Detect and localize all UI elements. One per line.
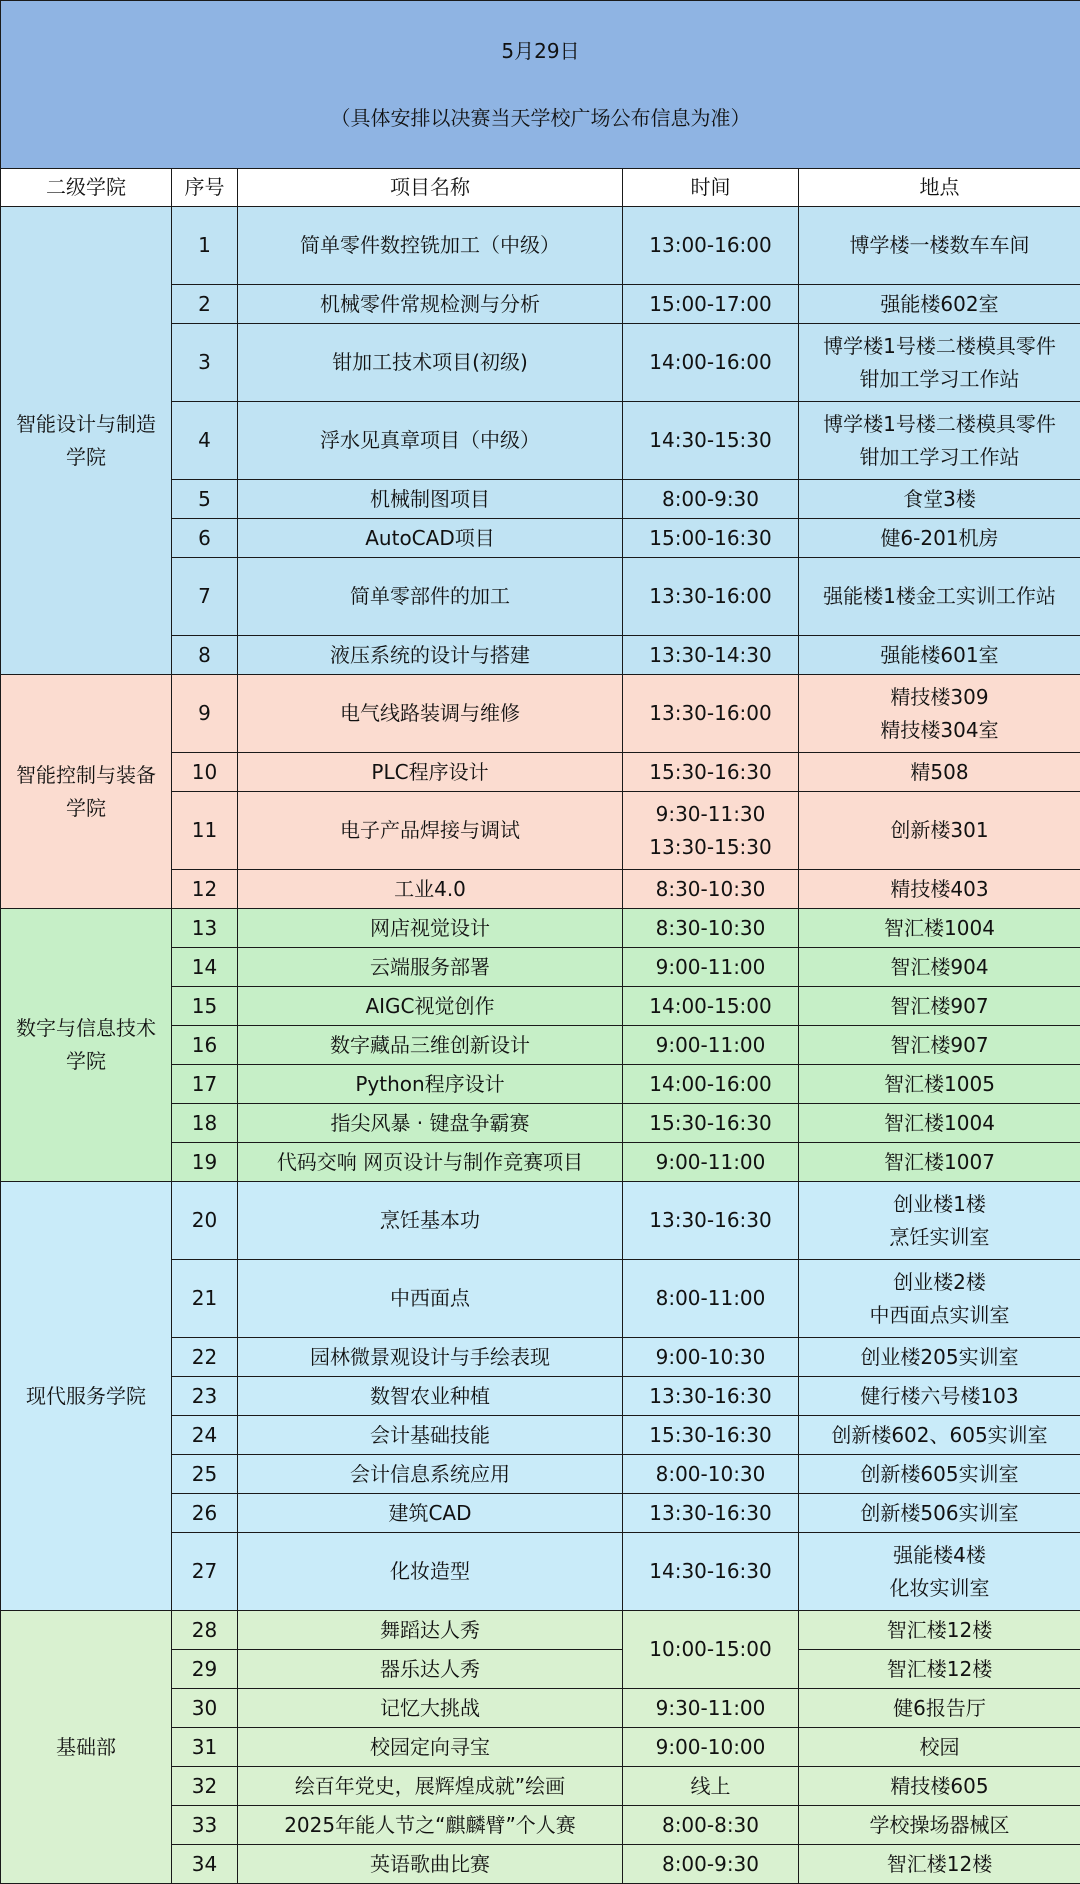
row-time: 13:30-16:30 [623,1494,799,1533]
row-project: 绘百年党史，展辉煌成就”绘画 [238,1767,623,1806]
row-place: 智汇楼12楼 [799,1611,1080,1650]
row-project: 烹饪基本功 [238,1182,623,1260]
row-project: 指尖风暴 · 键盘争霸赛 [238,1104,623,1143]
row-place: 创新楼506实训室 [799,1494,1080,1533]
table-row [1,909,1080,948]
college-cell: 智能设计与制造 学院 [1,207,172,675]
row-no: 23 [172,1377,238,1416]
row-no: 31 [172,1728,238,1767]
row-project: 网店视觉设计 [238,909,623,948]
row-time: 13:00-16:00 [623,207,799,285]
row-place: 智汇楼904 [799,948,1080,987]
row-place: 精508 [799,753,1080,792]
header-college: 二级学院 [1,169,172,207]
row-no: 17 [172,1065,238,1104]
row-project: 工业4.0 [238,870,623,909]
row-place: 强能楼601室 [799,636,1080,675]
row-time: 13:30-16:30 [623,1377,799,1416]
row-project: 2025年能人节之“麒麟臂”个人赛 [238,1806,623,1845]
row-time: 8:30-10:30 [623,909,799,948]
row-project: AIGC视觉创作 [238,987,623,1026]
row-place: 学校操场器械区 [799,1806,1080,1845]
row-time: 14:00-16:00 [623,1065,799,1104]
row-project: 记忆大挑战 [238,1689,623,1728]
row-no: 19 [172,1143,238,1182]
row-no: 34 [172,1845,238,1884]
row-place: 精技楼309 精技楼304室 [799,675,1080,753]
table-row [1,1182,1080,1260]
row-no: 4 [172,402,238,480]
row-project: 会计基础技能 [238,1416,623,1455]
row-place: 创新楼301 [799,792,1080,870]
row-place: 健行楼六号楼103 [799,1377,1080,1416]
row-time: 15:00-17:00 [623,285,799,324]
row-time: 15:30-16:30 [623,753,799,792]
row-time: 8:00-9:30 [623,480,799,519]
row-time: 13:30-14:30 [623,636,799,675]
row-place: 智汇楼12楼 [799,1845,1080,1884]
row-time: 14:30-15:30 [623,402,799,480]
row-time: 13:30-16:00 [623,675,799,753]
row-place: 强能楼1楼金工实训工作站 [799,558,1080,636]
header-row [1,169,1080,207]
row-place: 健6报告厅 [799,1689,1080,1728]
row-time: 14:00-16:00 [623,324,799,402]
row-no: 5 [172,480,238,519]
row-time: 10:00-15:00 [623,1611,799,1689]
row-no: 25 [172,1455,238,1494]
row-place: 智汇楼1004 [799,1104,1080,1143]
row-no: 30 [172,1689,238,1728]
row-place: 创业楼205实训室 [799,1338,1080,1377]
row-place: 智汇楼12楼 [799,1650,1080,1689]
row-no: 6 [172,519,238,558]
row-place: 强能楼4楼 化妆实训室 [799,1533,1080,1611]
row-project: 机械制图项目 [238,480,623,519]
row-no: 11 [172,792,238,870]
row-time: 9:30-11:00 [623,1689,799,1728]
row-project: PLC程序设计 [238,753,623,792]
row-no: 7 [172,558,238,636]
row-time: 9:00-11:00 [623,1026,799,1065]
row-project: 简单零件数控铣加工（中级） [238,207,623,285]
table-row [1,207,1080,285]
row-time: 9:00-11:00 [623,1143,799,1182]
row-place: 校园 [799,1728,1080,1767]
row-time: 8:00-9:30 [623,1845,799,1884]
row-project: 会计信息系统应用 [238,1455,623,1494]
header-no: 序号 [172,169,238,207]
row-time: 8:00-10:30 [623,1455,799,1494]
row-place: 创业楼1楼 烹饪实训室 [799,1182,1080,1260]
row-no: 24 [172,1416,238,1455]
row-time: 13:30-16:30 [623,1182,799,1260]
row-no: 27 [172,1533,238,1611]
college-cell: 智能控制与装备 学院 [1,675,172,909]
row-place: 创业楼2楼 中西面点实训室 [799,1260,1080,1338]
row-project: 数智农业种植 [238,1377,623,1416]
row-time: 14:00-15:00 [623,987,799,1026]
row-no: 26 [172,1494,238,1533]
row-time: 13:30-16:00 [623,558,799,636]
title-note: （具体安排以决赛当天学校广场公布信息为准） [5,101,1076,135]
row-no: 13 [172,909,238,948]
row-place: 创新楼602、605实训室 [799,1416,1080,1455]
row-no: 15 [172,987,238,1026]
row-place: 智汇楼1005 [799,1065,1080,1104]
header-place: 地点 [799,169,1080,207]
row-no: 8 [172,636,238,675]
row-place: 食堂3楼 [799,480,1080,519]
row-no: 2 [172,285,238,324]
row-project: 钳加工技术项目(初级) [238,324,623,402]
row-project: 电子产品焊接与调试 [238,792,623,870]
row-time: 9:30-11:30 13:30-15:30 [623,792,799,870]
row-project: 云端服务部署 [238,948,623,987]
row-project: 浮水见真章项目（中级） [238,402,623,480]
row-project: 代码交响 网页设计与制作竞赛项目 [238,1143,623,1182]
row-time: 9:00-10:00 [623,1728,799,1767]
row-no: 10 [172,753,238,792]
title-date: 5月29日 [5,34,1076,68]
row-project: 电气线路装调与维修 [238,675,623,753]
row-no: 29 [172,1650,238,1689]
table-row [1,675,1080,753]
row-place: 智汇楼1004 [799,909,1080,948]
row-place: 强能楼602室 [799,285,1080,324]
row-project: 数字藏品三维创新设计 [238,1026,623,1065]
row-place: 精技楼403 [799,870,1080,909]
row-time: 14:30-16:30 [623,1533,799,1611]
header-project: 项目名称 [238,169,623,207]
row-no: 21 [172,1260,238,1338]
row-time: 8:00-8:30 [623,1806,799,1845]
row-no: 28 [172,1611,238,1650]
row-time: 线上 [623,1767,799,1806]
table-title [1,1,1080,169]
row-place: 博学楼一楼数车车间 [799,207,1080,285]
row-time: 15:30-16:30 [623,1104,799,1143]
row-no: 32 [172,1767,238,1806]
college-cell: 基础部 [1,1611,172,1884]
row-project: Python程序设计 [238,1065,623,1104]
row-project: 舞蹈达人秀 [238,1611,623,1650]
row-no: 12 [172,870,238,909]
row-place: 智汇楼1007 [799,1143,1080,1182]
row-no: 18 [172,1104,238,1143]
college-cell: 数字与信息技术 学院 [1,909,172,1182]
row-time: 15:00-16:30 [623,519,799,558]
row-no: 3 [172,324,238,402]
row-time: 8:00-11:00 [623,1260,799,1338]
row-place: 精技楼605 [799,1767,1080,1806]
row-no: 1 [172,207,238,285]
row-time: 8:30-10:30 [623,870,799,909]
row-no: 9 [172,675,238,753]
row-time: 15:30-16:30 [623,1416,799,1455]
row-project: 液压系统的设计与搭建 [238,636,623,675]
row-project: 化妆造型 [238,1533,623,1611]
row-no: 16 [172,1026,238,1065]
row-no: 33 [172,1806,238,1845]
row-time: 9:00-11:00 [623,948,799,987]
row-no: 22 [172,1338,238,1377]
row-no: 20 [172,1182,238,1260]
row-project: 简单零部件的加工 [238,558,623,636]
row-place: 博学楼1号楼二楼模具零件 钳加工学习工作站 [799,324,1080,402]
row-no: 14 [172,948,238,987]
table-row [1,1611,1080,1650]
row-project: 园林微景观设计与手绘表现 [238,1338,623,1377]
row-place: 博学楼1号楼二楼模具零件 钳加工学习工作站 [799,402,1080,480]
row-project: 器乐达人秀 [238,1650,623,1689]
row-project: 中西面点 [238,1260,623,1338]
college-cell: 现代服务学院 [1,1182,172,1611]
row-time: 9:00-10:30 [623,1338,799,1377]
row-place: 智汇楼907 [799,1026,1080,1065]
row-place: 智汇楼907 [799,987,1080,1026]
row-project: 建筑CAD [238,1494,623,1533]
row-project: 校园定向寻宝 [238,1728,623,1767]
header-time: 时间 [623,169,799,207]
row-place: 健6-201机房 [799,519,1080,558]
row-project: AutoCAD项目 [238,519,623,558]
row-place: 创新楼605实训室 [799,1455,1080,1494]
row-project: 机械零件常规检测与分析 [238,285,623,324]
row-project: 英语歌曲比赛 [238,1845,623,1884]
